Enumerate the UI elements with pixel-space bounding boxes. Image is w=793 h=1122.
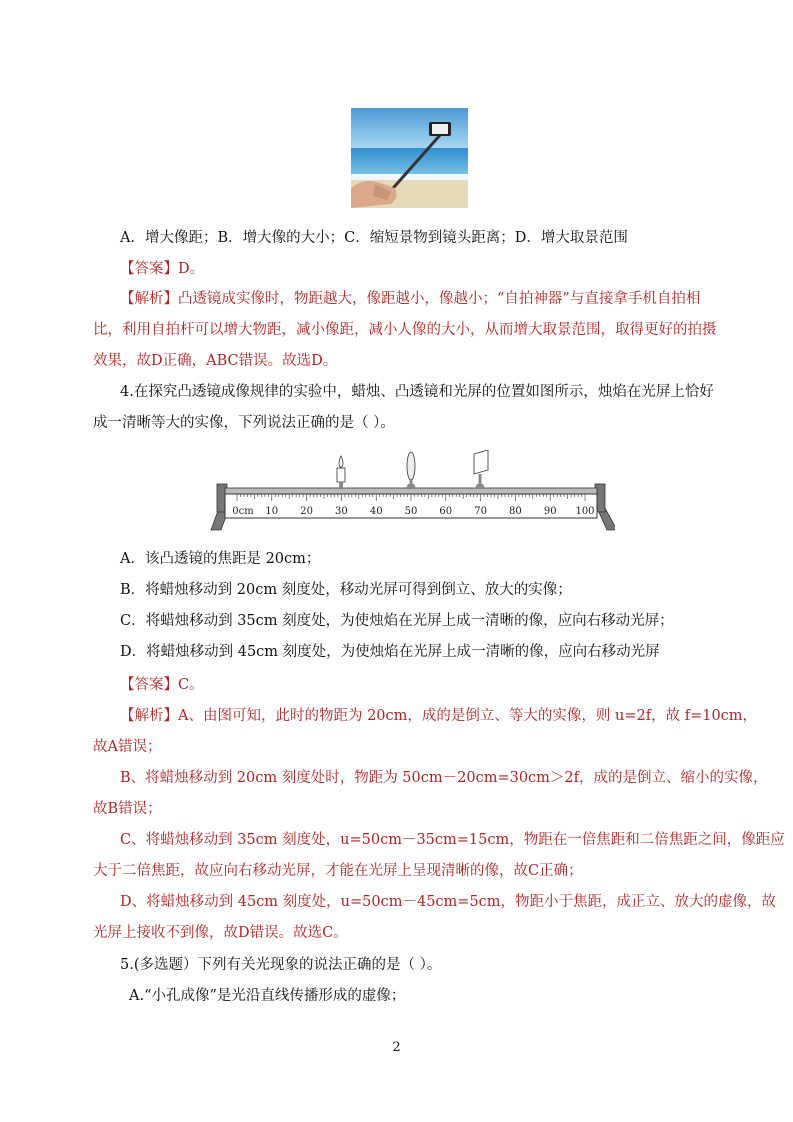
- selfie-stick-photo: [351, 108, 468, 208]
- light-screen: [474, 450, 488, 488]
- page-number: 2: [392, 1040, 401, 1055]
- q5-stem: 5.(多选题）下列有关光现象的说法正确的是（ ）。: [120, 957, 442, 973]
- q4-option-c: C．将蜡烛移动到 35cm 刻度处，为使烛焰在光屏上成一清晰的像，应向右移动光屏；: [120, 613, 674, 629]
- answer-value: D。: [178, 261, 205, 277]
- q4-analysis-line-7: D、将蜡烛移动到 45cm 刻度处，u=50cm－45cm=5cm，物距小于焦距，成正立、放大的虚像，故: [120, 894, 777, 910]
- ruler-label: 30: [335, 506, 348, 517]
- ruler-label: 10: [265, 506, 279, 517]
- ruler-label: 60: [439, 506, 453, 517]
- q4-answer: [120, 675, 204, 695]
- q4-analysis-line-8: 光屏上接收不到像，故D错误。故选C。: [93, 925, 348, 941]
- q4-analysis-line-5: C、将蜡烛移动到 35cm 刻度处，u=50cm－35cm=15cm，物距在一倍焦距和二倍焦距之间，像距应: [120, 832, 785, 848]
- ruler-label: 0cm: [232, 506, 254, 517]
- ruler-label: 80: [509, 506, 522, 517]
- q4-stem-line-2: 成一清晰等大的实像，下列说法正确的是（ ）。: [93, 415, 395, 431]
- q4-analysis-line-1: 【解析】A、由图可知，此时的物距为 20cm，成的是倒立、等大的实像，则 u=2f，故 f=10cm，: [120, 708, 758, 724]
- q4-option-a: A．该凸透镜的焦距是 20cm；: [120, 551, 321, 567]
- ruler-label: 40: [369, 506, 383, 517]
- answer-value: C。: [178, 677, 204, 693]
- q4-option-b: B．将蜡烛移动到 20cm 刻度处，移动光屏可得到倒立、放大的实像；: [120, 582, 572, 598]
- q3-analysis-line-2: 比，利用自拍杆可以增大物距，减小像距，减小人像的大小，从而增大取景范围，取得更好的拍摄: [93, 322, 717, 338]
- ruler-label: 70: [474, 506, 487, 517]
- ruler-label: 50: [404, 506, 418, 517]
- q5-option-a: A.“小孔成像”是光沿直线传播形成的虚像；: [129, 988, 406, 1004]
- q4-analysis-line-2: 故A错误；: [93, 739, 162, 755]
- q3-analysis-line-3: 效果，故D正确，ABC错误。故选D。: [93, 353, 338, 369]
- convex-lens: [406, 452, 416, 488]
- analysis-tag: 【解析】: [120, 708, 178, 724]
- bench-rail: [225, 488, 597, 494]
- q4-stem-line-1: 4.在探究凸透镜成像规律的实验中，蜡烛、凸透镜和光屏的位置如图所示，烛焰在光屏上恰好: [120, 384, 714, 400]
- answer-tag: 【答案】: [120, 677, 178, 693]
- q3-analysis-line-1: 【解析】凸透镜成实像时，物距越大，像距越小，像越小；“自拍神器”与直接拿手机自拍相: [120, 291, 701, 307]
- analysis-tag: 【解析】: [120, 291, 178, 307]
- ruler-label: 90: [543, 506, 557, 517]
- candle: [337, 456, 345, 488]
- ruler-label: 20: [300, 506, 313, 517]
- q3-answer: [120, 259, 204, 279]
- q4-analysis-line-6: 大于二倍焦距，故应向右移动光屏，才能在光屏上呈现清晰的像，故C正确；: [93, 863, 583, 879]
- q4-analysis-line-4: 故B错误；: [93, 801, 162, 817]
- q4-analysis-line-3: B、将蜡烛移动到 20cm 刻度处时，物距为 50cm－20cm=30cm＞2f，成的是倒立、缩小的实像，: [120, 770, 768, 786]
- q4-option-d: D．将蜡烛移动到 45cm 刻度处，为使烛焰在光屏上成一清晰的像，应向右移动光屏: [120, 644, 660, 660]
- q3-options: A．增大像距；B．增大像的大小；C．缩短景物到镜头距离；D．增大取景范围: [120, 230, 628, 246]
- ruler-label: 100: [575, 506, 595, 517]
- optical-bench-figure: [205, 450, 615, 532]
- answer-tag: 【答案】: [120, 261, 178, 277]
